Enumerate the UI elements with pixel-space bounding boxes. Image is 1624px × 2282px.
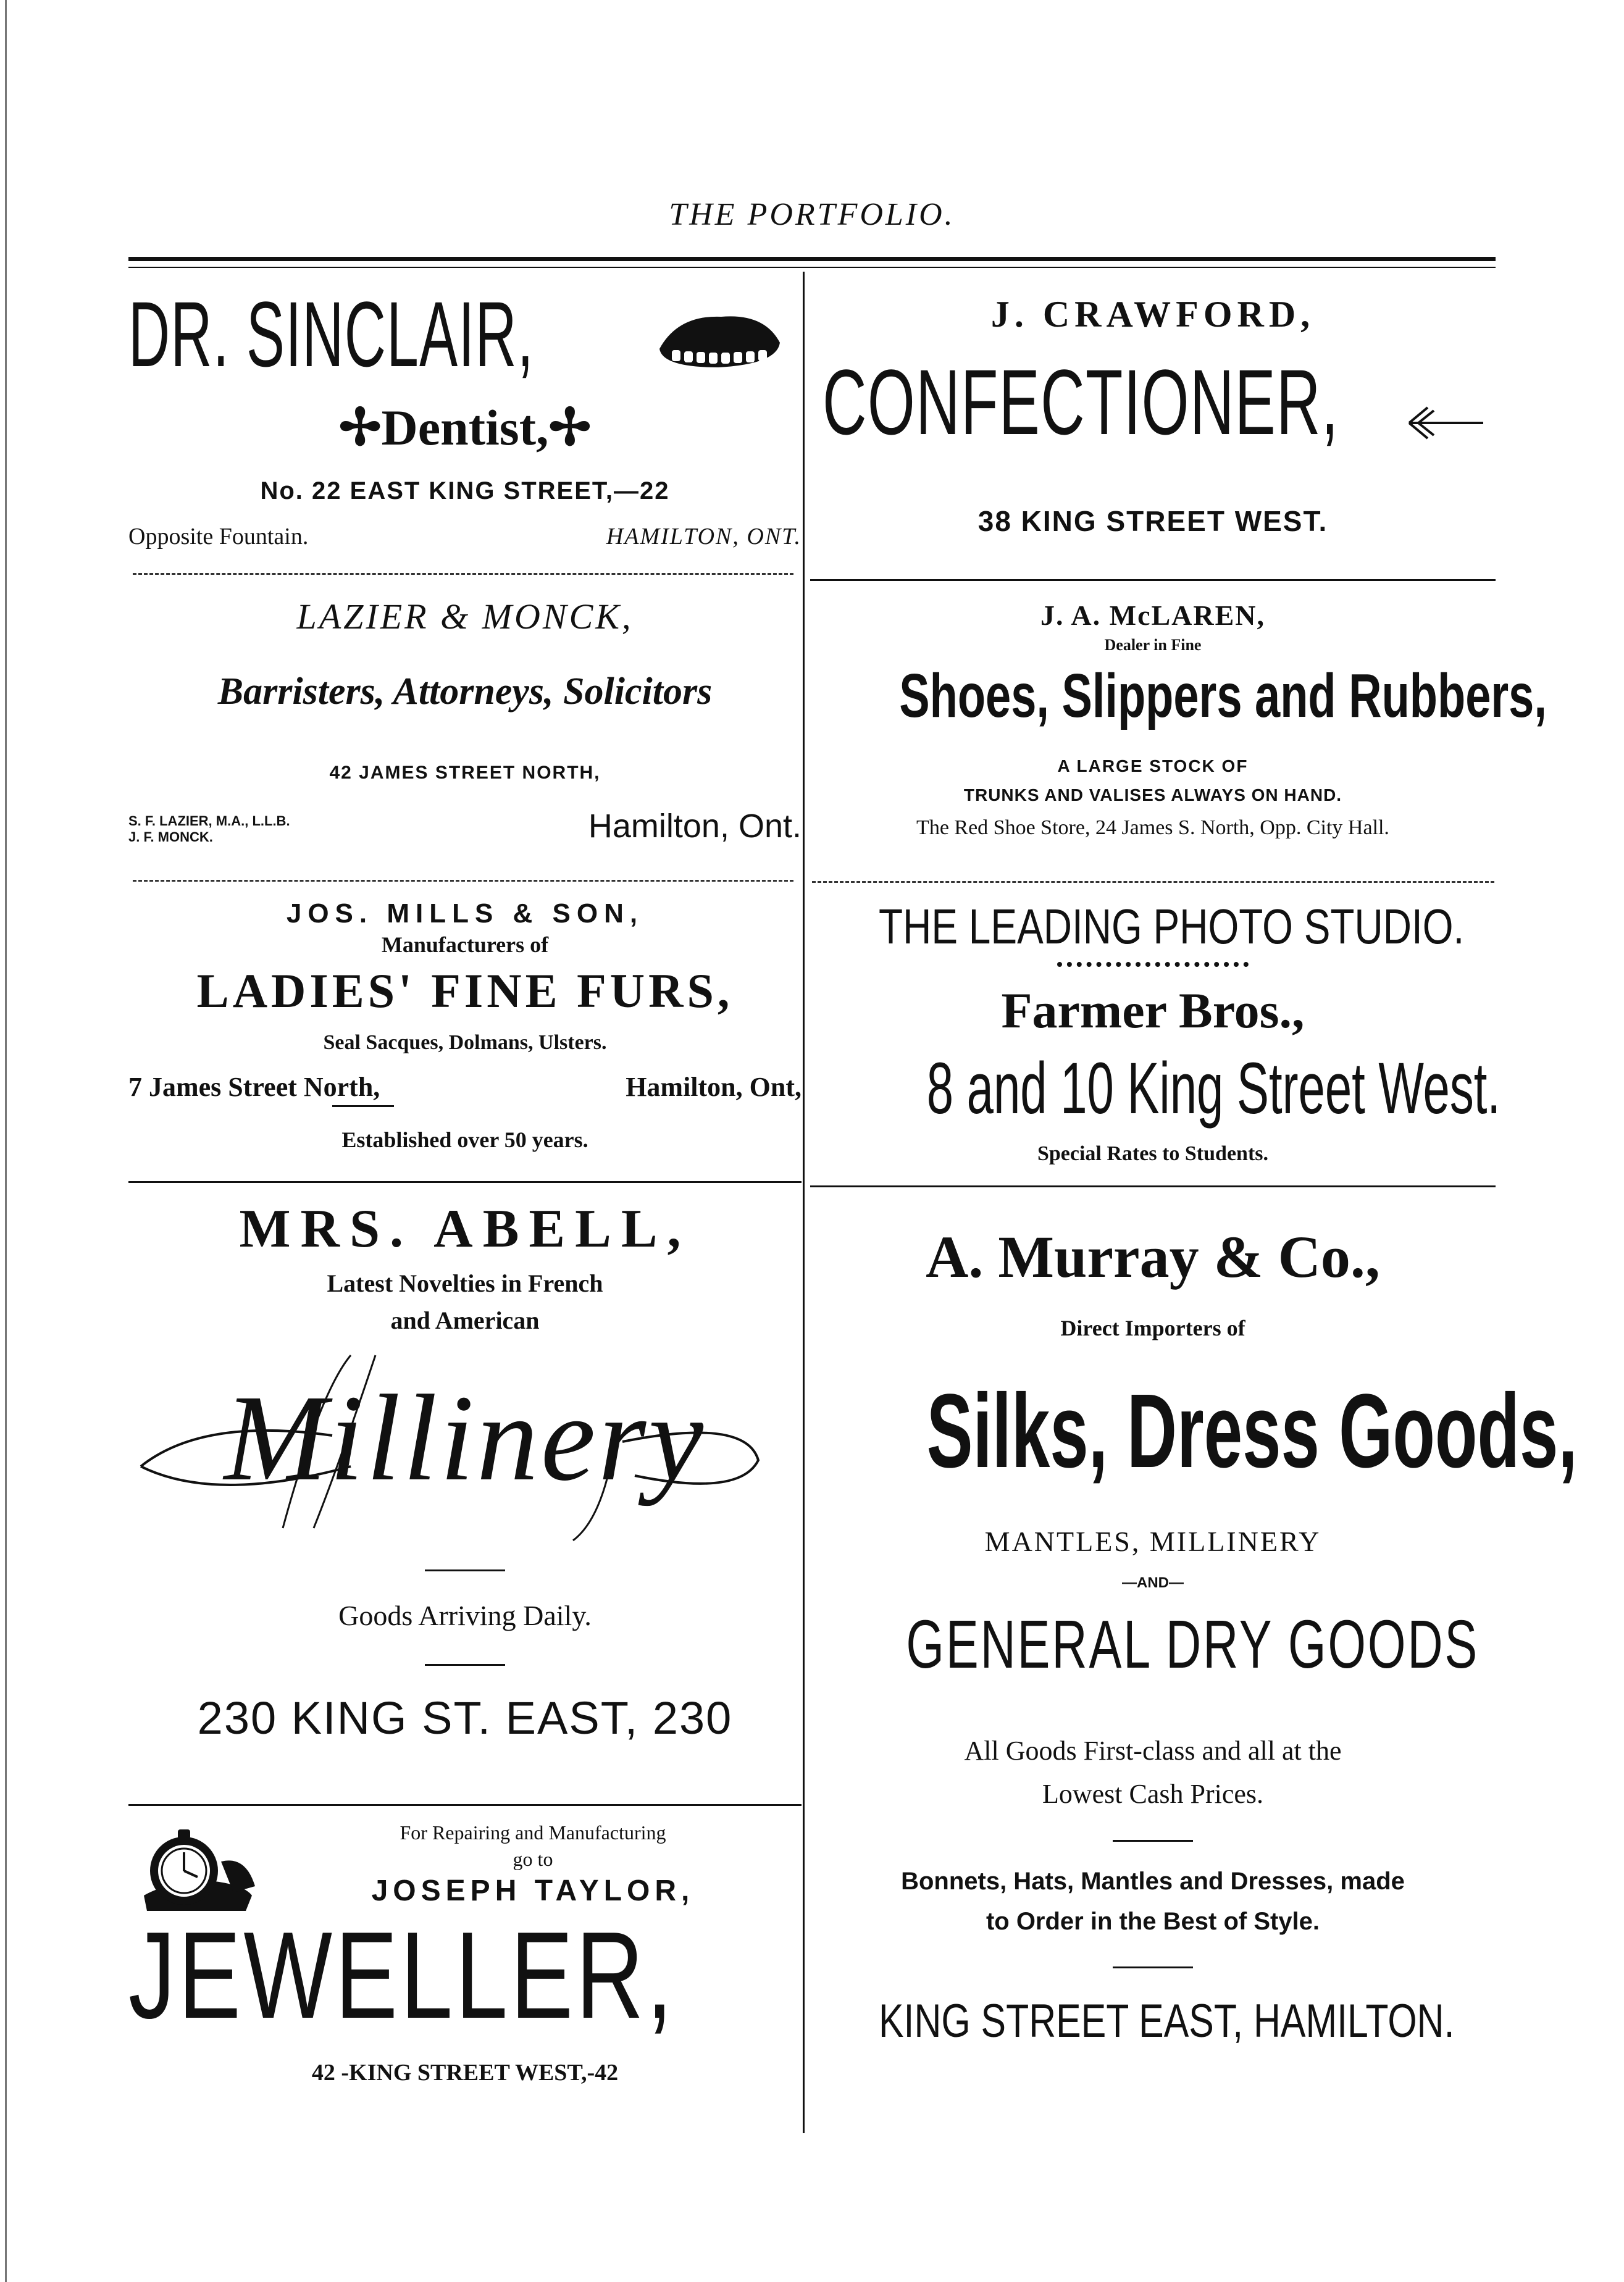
lazier-city: Hamilton, Ont. bbox=[588, 808, 802, 845]
abell-line1: Latest Novelties in French bbox=[327, 1269, 603, 1297]
mclaren-name: J. A. McLAREN, bbox=[1040, 600, 1266, 631]
abell-rule-2 bbox=[425, 1664, 505, 1666]
murray-rule-2 bbox=[1113, 1966, 1193, 1968]
crawford-name: J. CRAWFORD, bbox=[990, 294, 1315, 335]
mills-subtitle: Manufacturers of bbox=[381, 932, 549, 957]
taylor-intro2: go to bbox=[513, 1848, 553, 1870]
mclaren-line2: TRUNKS AND VALISES ALWAYS ON HAND. bbox=[963, 785, 1342, 805]
farmer-headline: THE LEADING PHOTO STUDIO. bbox=[879, 899, 1465, 954]
divider-lazier bbox=[133, 880, 793, 882]
murray-line2: MANTLES, MILLINERY bbox=[984, 1526, 1321, 1557]
murray-ad bbox=[810, 1192, 1578, 2130]
lazier-address: 42 JAMES STREET NORTH, bbox=[329, 763, 601, 783]
mclaren-product: Shoes, Slippers and Rubbers, bbox=[899, 661, 1547, 730]
sinclair-profession: ✢Dentist,✢ bbox=[338, 399, 592, 456]
sinclair-ad bbox=[128, 281, 802, 583]
mclaren-ad bbox=[810, 587, 1547, 877]
abell-line2: and American bbox=[390, 1306, 540, 1334]
mclaren-store: The Red Shoe Store, 24 James S. North, Opp. City Hall. bbox=[916, 816, 1389, 839]
divider-mclaren bbox=[812, 881, 1494, 883]
murray-rule-1 bbox=[1113, 1840, 1193, 1842]
mills-city: Hamilton, Ont, bbox=[626, 1072, 802, 1102]
abell-ad bbox=[128, 1189, 802, 1812]
crawford-trade: CONFECTIONER, bbox=[822, 350, 1339, 454]
murray-quality1: All Goods First-class and all at the bbox=[964, 1736, 1342, 1766]
mills-address: 7 James Street North, bbox=[128, 1072, 380, 1102]
divider-crawford bbox=[810, 579, 1496, 581]
mills-underline bbox=[332, 1105, 394, 1107]
divider-mills bbox=[128, 1181, 802, 1183]
divider-farmer bbox=[810, 1185, 1496, 1187]
mills-ad bbox=[128, 892, 802, 1182]
abell-rule-1 bbox=[425, 1569, 505, 1571]
mclaren-subtitle: Dealer in Fine bbox=[1104, 636, 1202, 654]
abell-name: MRS. ABELL, bbox=[239, 1199, 691, 1259]
lazier-partner1: S. F. LAZIER, M.A., L.L.B. bbox=[128, 813, 290, 829]
murray-bonnets1: Bonnets, Hats, Mantles and Dresses, made bbox=[901, 1868, 1405, 1895]
page-left-edge bbox=[5, 0, 7, 2282]
farmer-rates: Special Rates to Students. bbox=[1037, 1142, 1269, 1165]
taylor-name: JOSEPH TAYLOR, bbox=[371, 1874, 695, 1907]
farmer-dotted-rule bbox=[1057, 962, 1249, 967]
murray-name: A. Murray & Co., bbox=[926, 1224, 1380, 1290]
header-rule-thick bbox=[128, 257, 1496, 261]
abell-address: 230 KING ST. EAST, 230 bbox=[197, 1692, 733, 1744]
murray-bonnets2: to Order in the Best of Style. bbox=[986, 1908, 1320, 1935]
murray-quality2: Lowest Cash Prices. bbox=[1042, 1779, 1264, 1809]
taylor-address: 42 -KING STREET WEST,-42 bbox=[311, 2060, 619, 2086]
mills-name: JOS. MILLS & SON, bbox=[286, 898, 644, 929]
divider-sinclair bbox=[133, 573, 793, 575]
lazier-partner2: J. F. MONCK. bbox=[128, 829, 213, 845]
abell-product: Millinery bbox=[224, 1370, 706, 1507]
murray-product: Silks, Dress Goods, bbox=[926, 1373, 1578, 1490]
taylor-intro1: For Repairing and Manufacturing bbox=[400, 1821, 666, 1844]
dentures-icon bbox=[653, 306, 783, 374]
mills-established: Established over 50 years. bbox=[341, 1127, 588, 1152]
crawford-address: 38 KING STREET WEST. bbox=[977, 505, 1328, 537]
taylor-ad bbox=[128, 1812, 802, 2115]
arrow-ornament-icon bbox=[1403, 398, 1489, 448]
page-title: THE PORTFOLIO. bbox=[669, 197, 955, 232]
mills-product: LADIES' FINE FURS, bbox=[196, 964, 734, 1018]
murray-and: —AND— bbox=[1122, 1574, 1184, 1591]
farmer-address: 8 and 10 King Street West. bbox=[926, 1048, 1501, 1129]
mills-items: Seal Sacques, Dolmans, Ulsters. bbox=[323, 1031, 607, 1054]
lazier-profession: Barristers, Attorneys, Solicitors bbox=[217, 671, 713, 713]
divider-abell bbox=[128, 1804, 802, 1806]
sinclair-city: HAMILTON, ONT. bbox=[606, 524, 802, 550]
murray-subtitle: Direct Importers of bbox=[1060, 1316, 1245, 1340]
sinclair-opposite: Opposite Fountain. bbox=[128, 524, 309, 550]
farmer-name: Farmer Bros., bbox=[1001, 982, 1305, 1039]
column-divider bbox=[803, 272, 805, 2133]
sinclair-address: No. 22 EAST KING STREET,—22 bbox=[260, 477, 670, 504]
sinclair-name: DR. SINCLAIR, bbox=[128, 282, 534, 386]
crawford-ad bbox=[810, 281, 1496, 571]
header-rule-thin bbox=[128, 267, 1496, 268]
murray-address: KING STREET EAST, HAMILTON. bbox=[879, 1995, 1455, 2047]
lazier-ad bbox=[128, 583, 802, 880]
murray-line3: GENERAL DRY GOODS bbox=[906, 1607, 1480, 1682]
lazier-name: LAZIER & MONCK, bbox=[296, 596, 634, 637]
farmer-ad bbox=[810, 889, 1501, 1179]
mclaren-line1: A LARGE STOCK OF bbox=[1057, 756, 1249, 775]
taylor-trade: JEWELLER, bbox=[128, 1907, 676, 2044]
abell-arriving: Goods Arriving Daily. bbox=[338, 1600, 592, 1631]
